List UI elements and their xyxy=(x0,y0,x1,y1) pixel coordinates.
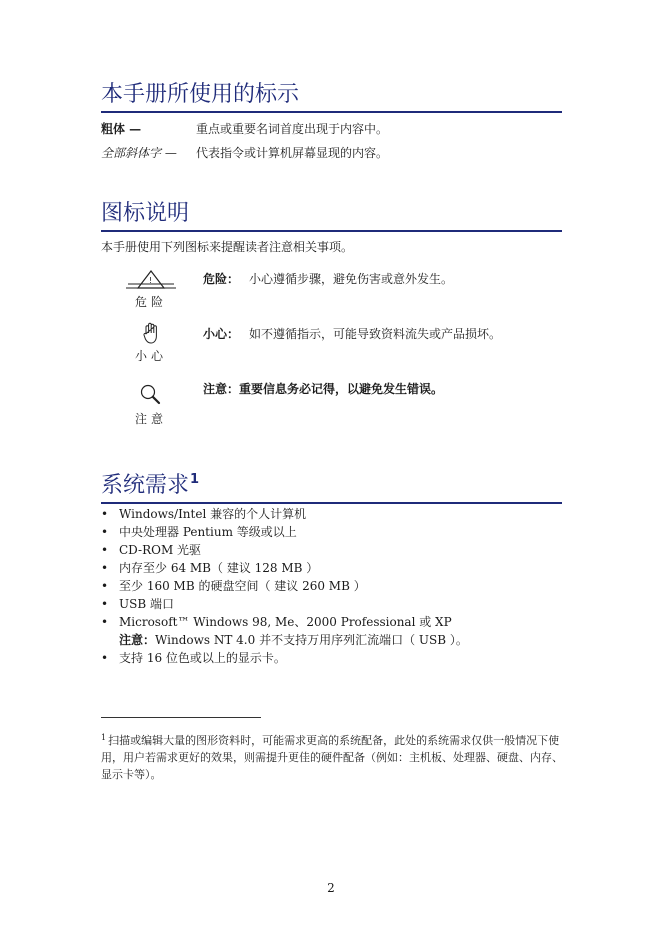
list-item: • Windows/Intel 兼容的个人计算机 xyxy=(101,507,307,521)
requirements-title: 系统需求 xyxy=(101,473,190,498)
warning-triangle-icon xyxy=(124,268,178,292)
footnote-divider xyxy=(101,717,261,718)
section-heading-conventions: 本手册所使用的标示 xyxy=(101,82,562,113)
note-text: 注意：重要信息务必记得，以避免发生错误。 xyxy=(203,382,444,396)
magnifier-icon xyxy=(139,383,163,409)
list-item: • 至少 160 MB 的硬盘空间（ 建议 260 MB ） xyxy=(101,579,366,593)
section-heading-requirements xyxy=(101,467,562,504)
danger-title: 危险： xyxy=(203,272,240,286)
list-item: • USB 端口 xyxy=(101,597,174,611)
list-item: • 支持 16 位色或以上的显示卡。 xyxy=(101,651,286,665)
list-item: • 中央处理器 Pentium 等级或以上 xyxy=(101,525,297,539)
footnote-ref: 1 xyxy=(190,472,200,487)
footnote-mark: 1 xyxy=(101,733,107,742)
caution-description: 如不遵循指示，可能导致资料流失或产品损坏。 xyxy=(249,327,502,341)
requirements-note-text: Windows NT 4.0 并不支持万用序列汇流端口（ USB ）。 xyxy=(155,633,468,647)
term-bold-desc: 重点或重要名词首度出现于内容中。 xyxy=(196,122,389,136)
term-italic-desc: 代表指令或计算机屏幕显现的内容。 xyxy=(196,146,389,160)
danger-icon-box xyxy=(121,268,181,310)
term-bold: 粗体 — xyxy=(101,122,142,136)
icons-intro: 本手册使用下列图标来提醒读者注意相关事项。 xyxy=(101,240,354,254)
list-item: • CD-ROM 光驱 xyxy=(101,543,202,557)
footnote xyxy=(101,729,563,783)
footnote-text: 扫描或编辑大量的图形资料时，可能需求更高的系统配备，此处的系统需求仅供一般情况下使用，用户若需求更好的效果，则需提升更佳的硬件配备（例如：主机板、处理器、硬盘、内存、显示卡等）。 xyxy=(101,734,563,781)
svg-text:!: ! xyxy=(149,276,153,285)
list-item: • 内存至少 64 MB（ 建议 128 MB ） xyxy=(101,561,319,575)
caution-icon-box xyxy=(121,322,181,364)
hand-icon xyxy=(141,322,161,346)
caution-title: 小心： xyxy=(203,327,240,341)
note-icon-label: 注意 xyxy=(134,412,167,426)
requirements-note-label: 注意： xyxy=(119,633,156,647)
section-heading-icons: 图标说明 xyxy=(101,201,562,232)
list-item: • Microsoft™ Windows 98, Me、2000 Professional 或 XP xyxy=(101,615,452,629)
term-italic: 全部斜体字 — xyxy=(101,146,177,160)
danger-text xyxy=(203,271,453,287)
caution-text xyxy=(203,326,501,342)
note-icon-box xyxy=(121,383,181,427)
page-number: 2 xyxy=(327,881,335,895)
danger-description: 小心遵循步骤，避免伤害或意外发生。 xyxy=(249,272,454,286)
danger-icon-label: 危险 xyxy=(134,295,167,309)
requirements-note xyxy=(119,631,468,649)
caution-icon-label: 小心 xyxy=(134,349,167,363)
